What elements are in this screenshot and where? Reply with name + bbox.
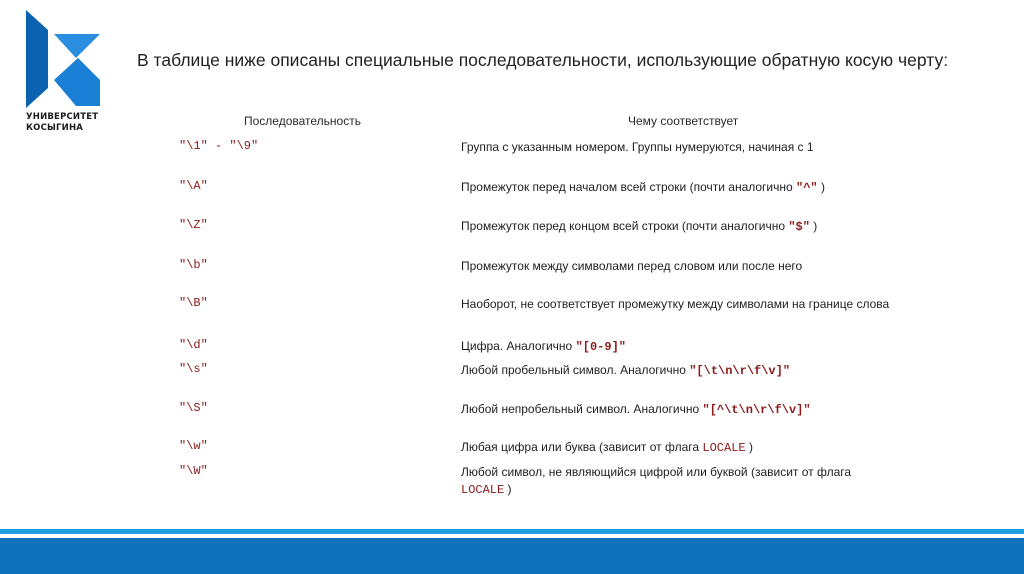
university-name: [26, 112, 98, 134]
university-name-line2: КОСЫГИНА: [26, 123, 84, 133]
sequence-description: [461, 439, 906, 457]
university-logo: [24, 10, 104, 110]
description-code: "^": [796, 181, 818, 195]
sequence-description: [461, 218, 906, 236]
sequence-code: "\1" - "\9": [179, 139, 259, 153]
logo-k-icon: [24, 10, 104, 110]
sequence-code: "\Z": [179, 218, 208, 232]
description-text: Любая цифра или буква (зависит от флага: [461, 440, 703, 454]
column-header-sequence: Последовательность: [244, 114, 361, 128]
sequence-description: [461, 464, 891, 499]
description-text: Любой символ, не являющийся цифрой или буквой (зависит от флага: [461, 465, 852, 479]
sequence-code: "\b": [179, 258, 208, 272]
description-tail: ): [745, 440, 753, 454]
sequence-description: [461, 258, 906, 275]
sequence-description: [461, 139, 906, 156]
description-code: "[\t\n\r\f\v]": [689, 364, 791, 378]
description-code: "[^\t\n\r\f\v]": [702, 403, 811, 417]
sequence-code: "\W": [179, 464, 208, 478]
description-text: Группа с указанным номером. Группы нумеруются, начиная с 1: [461, 140, 814, 154]
sequence-description: [461, 296, 901, 313]
footer-stripe-light: [0, 529, 1024, 534]
description-code: LOCALE: [461, 483, 505, 497]
description-tail: ): [504, 482, 512, 496]
sequence-description: [461, 179, 906, 197]
description-text: Цифра. Аналогично: [461, 339, 576, 353]
description-text: Любой непробельный символ. Аналогично: [461, 402, 703, 416]
column-header-meaning: Чему соответствует: [628, 114, 739, 128]
description-text: Наоборот, не соответствует промежутку между символами на границе слова: [461, 297, 890, 311]
sequence-code: "\S": [179, 401, 208, 415]
sequence-code: "\A": [179, 179, 208, 193]
slide-heading: В таблице ниже описаны специальные последовательности, использующие обратную косую черту:: [137, 50, 949, 70]
description-tail: ): [817, 180, 825, 194]
footer-stripe-dark: [0, 538, 1024, 574]
description-text: Промежуток между символами перед словом или после него: [461, 259, 803, 273]
sequence-code: "\B": [179, 296, 208, 310]
sequence-code: "\d": [179, 338, 208, 352]
description-text: Любой пробельный символ. Аналогично: [461, 363, 690, 377]
sequence-description: [461, 401, 906, 419]
sequence-code: "\w": [179, 439, 208, 453]
description-tail: ): [809, 219, 818, 233]
sequence-description: [461, 338, 906, 356]
description-code: LOCALE: [702, 441, 746, 455]
description-code: "$": [788, 220, 810, 234]
description-code: "[0-9]": [575, 340, 626, 354]
description-text: Промежуток перед началом всей строки (почти аналогично: [461, 180, 797, 194]
sequence-code: "\s": [179, 362, 208, 376]
university-name-line1: УНИВЕРСИТЕТ: [26, 112, 99, 122]
description-text: Промежуток перед концом всей строки (почти аналогично: [461, 219, 789, 233]
sequence-description: [461, 362, 906, 380]
